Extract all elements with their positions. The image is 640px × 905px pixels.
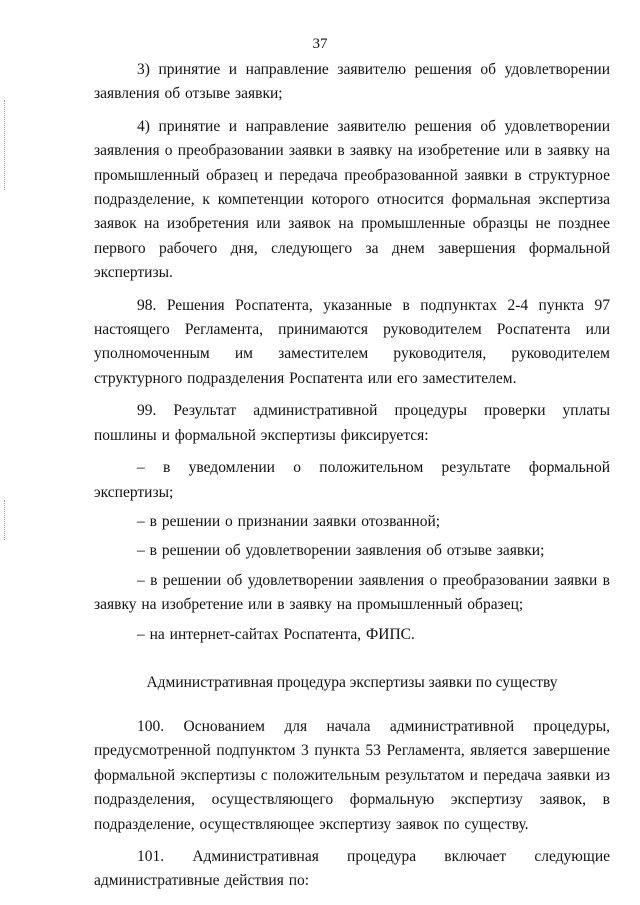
bullet-item: – в уведомлении о положительном результате формальной экспертизы; [94,459,610,501]
bullet-item: – в решении об удовлетворении заявления о преобразовании заявки в заявку на изобретение или в заявку на промышленный образец; [94,571,610,614]
paragraph-99: 99. Результат административной процедуры проверки уплаты пошлины и формальной экспертизы фиксируется: [94,402,610,444]
section-heading: Административная процедура экспертизы заявки по существу [146,673,558,691]
bullet-item: – на интернет-сайтах Роспатента, ФИПС. [137,625,415,643]
scan-edge-mark [4,100,7,190]
paragraph-98: 98. Решения Роспатента, указанные в подпунктах 2-4 пункта 97 настоящего Регламента, принимаются руководителем Роспатента или уполномоченным им заместителем руководителя, руководителем структурного подразделения Роспатента или его заместителем. [94,296,610,387]
document-body [94,58,610,902]
paragraph-101: 101. Административная процедура включает следующие административные действия по: [94,847,610,890]
bullet-item: – в решении о признании заявки отозванной; [137,512,441,530]
page-number: 37 [312,36,328,52]
paragraph-100: 100. Основанием для начала административной процедуры, предусмотренной подпунктом 3 пункта 53 Регламента, является завершение формальной экспертизы с положительным результатом и передача заявки из подразделения, осуществляющего формальную экспертизу заявок, в подразделение, осуществляющее экспертизу заявок по существу. [94,717,610,833]
bullet-item: – в решении об удовлетворении заявления об отзыве заявки; [137,542,545,560]
paragraph-item-4: 4) принятие и направление заявителю решения об удовлетворении заявления о преобразовании заявки в заявку на изобретение или в заявку на промышленный образец и передача преобразованной заявки в структурное подразделение, к компетенции которого относится формальная экспертиза заявок на изобретения или заявок на промышленные образцы не позднее первого рабочего дня, следующего за днем завершения формальной экспертизы. [94,117,610,282]
scan-edge-mark [4,500,7,540]
paragraph-item-3: 3) принятие и направление заявителю решения об удовлетворении заявления об отзыве заявки; [94,61,610,103]
